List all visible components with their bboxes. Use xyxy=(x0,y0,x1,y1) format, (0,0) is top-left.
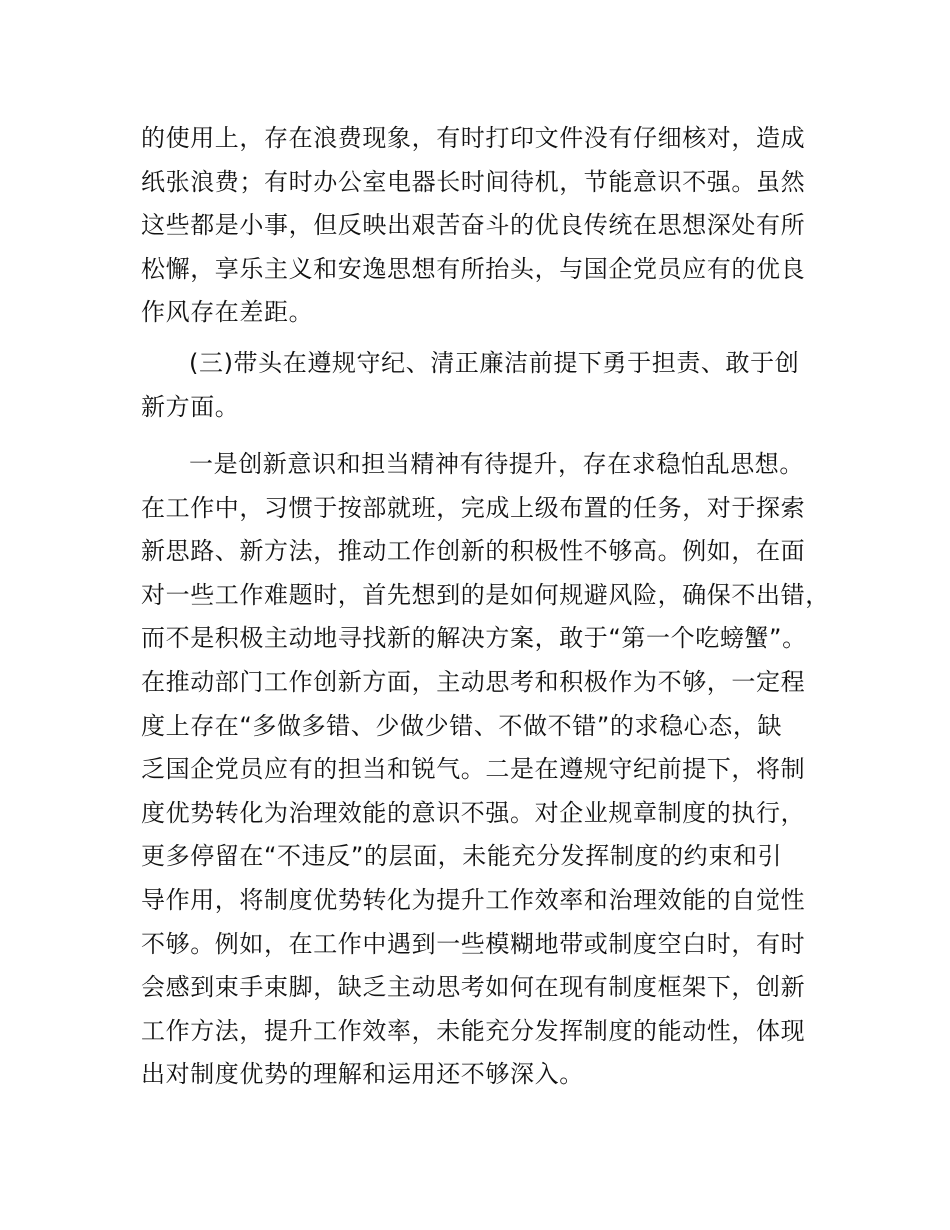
text-line: 度上存在“多做多错、少做少错、不做不错”的求稳心态，缺 xyxy=(141,711,783,740)
text-line: 在工作中，习惯于按部就班，完成上级布置的任务，对于探索 xyxy=(141,493,806,522)
text-line: 的使用上，存在浪费现象，有时打印文件没有仔细核对，造成 xyxy=(141,124,806,152)
text-line: 度优势转化为治理效能的意识不强。对企业规章制度的执行， xyxy=(141,798,806,827)
paragraph-main xyxy=(141,443,841,1097)
text-line: 更多停留在“不违反”的层面，未能充分发挥制度的约束和引 xyxy=(141,842,783,871)
text-line: 新思路、新方法，推动工作创新的积极性不够高。例如，在面 xyxy=(141,537,806,566)
text-line: 导作用，将制度优势转化为提升工作效率和治理效能的自觉性 xyxy=(141,885,806,914)
heading-line: (三)带头在遵规守纪、清正廉洁前提下勇于担责、敢于创 xyxy=(189,349,800,377)
text-line: 松懈，享乐主义和安逸思想有所抬头，与国企党员应有的优良 xyxy=(141,254,806,283)
text-line: 而不是积极主动地寻找新的解决方案，敢于“第一个吃螃蟹”。 xyxy=(141,624,807,653)
heading-line: 新方面。 xyxy=(141,392,240,421)
text-line: 对一些工作难题时，首先想到的是如何规避风险，确保不出错， xyxy=(141,580,830,609)
text-line: 纸张浪费；有时办公室电器长时间待机，节能意识不强。虽然 xyxy=(141,167,806,196)
text-line: 这些都是小事，但反映出艰苦奋斗的优良传统在思想深处有所 xyxy=(141,211,806,240)
text-line: 乏国企党员应有的担当和锐气。二是在遵规守纪前提下，将制 xyxy=(141,755,806,784)
text-line: 作风存在差距。 xyxy=(141,298,314,327)
text-line: 不够。例如，在工作中遇到一些模糊地带或制度空白时，有时 xyxy=(141,929,806,958)
text-line: 出对制度优势的理解和运用还不够深入。 xyxy=(141,1060,584,1089)
text-line: 一是创新意识和担当精神有待提升，存在求稳怕乱思想。 xyxy=(189,450,804,478)
paragraph-continuation xyxy=(141,117,841,335)
section-heading xyxy=(141,342,841,429)
text-line: 会感到束手束脚，缺乏主动思考如何在现有制度框架下，创新 xyxy=(141,973,806,1002)
text-line: 工作方法，提升工作效率，未能充分发挥制度的能动性，体现 xyxy=(141,1016,806,1045)
text-line: 在推动部门工作创新方面，主动思考和积极作为不够，一定程 xyxy=(141,667,806,696)
